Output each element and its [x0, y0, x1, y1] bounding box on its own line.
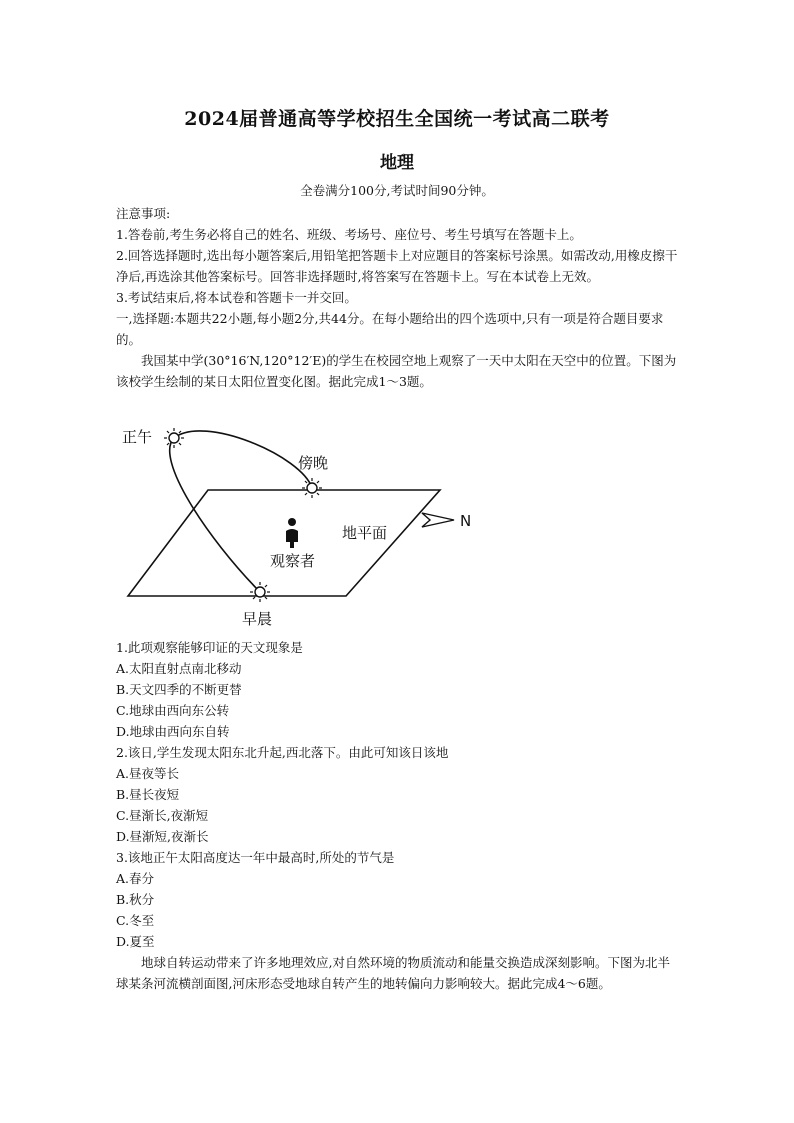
q1-stem: 1.此项观察能够印证的天文现象是 — [116, 640, 303, 655]
q3-option-a: A.春分 — [116, 871, 155, 886]
exam-title: 2024届普通高等学校招生全国统一考试高二联考 — [184, 108, 610, 130]
dusk-label: 傍晚 — [298, 454, 329, 472]
north-arrow-icon — [422, 513, 454, 527]
q3-stem: 3.该地正午太阳高度达一年中最高时,所处的节气是 — [116, 850, 395, 865]
notice-block — [116, 203, 682, 392]
notice-item-2: 2.回答选择题时,选出每小题答案后,用铅笔把答题卡上对应题目的答案标号涂黑。如需改动,用橡皮擦干净后,再选涂其他答案标号。回答非选择题时,将答案写在答题卡上。写在本试卷上无效。 — [116, 248, 678, 284]
q2-option-a: A.昼夜等长 — [116, 766, 180, 781]
q2-option-b: B.昼长夜短 — [116, 787, 180, 802]
q3-option-c: C.冬至 — [116, 913, 155, 928]
q1-option-d: D.地球由西向东自转 — [116, 724, 230, 739]
q1-option-b: B.天文四季的不断更替 — [116, 682, 242, 697]
q2-option-d: D.昼渐短,夜渐长 — [116, 829, 209, 844]
noon-sun-icon — [164, 428, 184, 448]
q2-stem: 2.该日,学生发现太阳东北升起,西北落下。由此可知该日该地 — [116, 745, 449, 760]
notice-item-3: 3.考试结束后,将本试卷和答题卡一并交回。 — [116, 290, 357, 305]
sun-path-figure — [112, 418, 472, 630]
sun-path-diagram — [112, 418, 472, 630]
observer-icon — [286, 518, 298, 548]
notice-heading: 注意事项: — [116, 206, 171, 221]
horizon-plane — [128, 490, 440, 596]
q3-option-d: D.夏至 — [116, 934, 155, 949]
questions-block — [116, 637, 682, 994]
exam-meta: 全卷满分100分,考试时间90分钟。 — [300, 183, 494, 198]
morning-label: 早晨 — [242, 610, 273, 628]
q1-option-c: C.地球由西向东公转 — [116, 703, 230, 718]
q1-option-a: A.太阳直射点南北移动 — [116, 661, 242, 676]
exam-subject: 地理 — [380, 153, 414, 173]
horizon-label: 地平面 — [342, 524, 388, 542]
notice-item-1: 1.答卷前,考生务必将自己的姓名、班级、考场号、座位号、考生号填写在答题卡上。 — [116, 227, 582, 242]
noon-label: 正午 — [122, 428, 153, 446]
north-label: N — [460, 512, 472, 530]
q3-option-b: B.秋分 — [116, 892, 155, 907]
morning-sun-icon — [250, 582, 270, 602]
observer-label: 观察者 — [270, 552, 316, 570]
intro-2: 地球自转运动带来了许多地理效应,对自然环境的物质流动和能量交换造成深刻影响。下图为北半球某条河流横剖面图,河床形态受地球自转产生的地转偏向力影响较大。据此完成4～6题。 — [116, 955, 670, 991]
dusk-sun-icon — [302, 478, 322, 498]
q2-option-c: C.昼渐长,夜渐短 — [116, 808, 209, 823]
intro-1: 我国某中学(30°16′N,120°12′E)的学生在校园空地上观察了一天中太阳在天空中的位置。下图为该校学生绘制的某日太阳位置变化图。据此完成1～3题。 — [116, 353, 677, 389]
section-heading: 一,选择题:本题共22小题,每小题2分,共44分。在每小题给出的四个选项中,只有一项是符合题目要求的。 — [116, 311, 664, 347]
